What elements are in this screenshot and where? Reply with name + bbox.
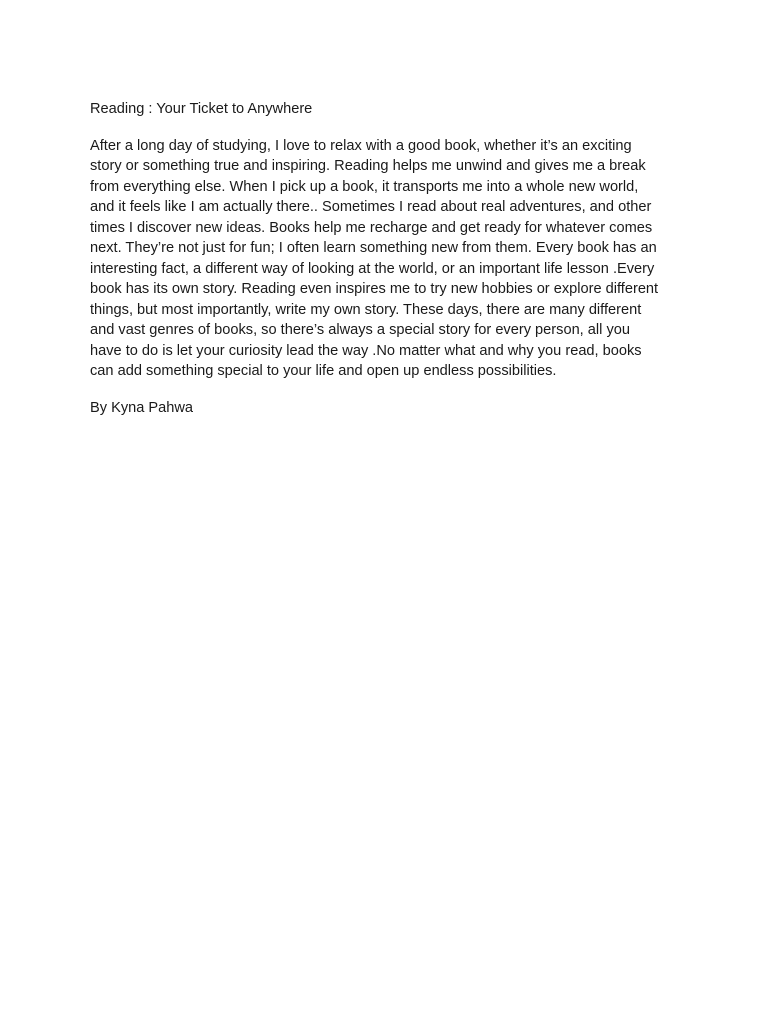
paragraph-line: interesting fact, a different way of looking at the world, or an important life lesson .Every xyxy=(90,260,655,277)
paragraph-line: book has its own story. Reading even inspires me to try new hobbies or explore different xyxy=(90,281,659,297)
paragraph-line: next. They’re not just for fun; I often learn something new from them. Every book has an xyxy=(90,240,657,256)
body-paragraph xyxy=(90,136,710,382)
paragraph-line: can add something special to your life and open up endless possibilities. xyxy=(90,363,557,379)
paragraph-line: from everything else. When I pick up a book, it transports me into a whole new world, xyxy=(90,178,639,195)
paragraph-line: and vast genres of books, so there’s always a special story for every person, all you xyxy=(90,322,630,338)
paragraph-line: story or something true and inspiring. Reading helps me unwind and gives me a break xyxy=(90,158,646,174)
paragraph-line: things, but most importantly, write my own story. These days, there are many different xyxy=(90,301,642,318)
paragraph-line: have to do is let your curiosity lead the way .No matter what and why you read, books xyxy=(90,342,642,359)
document-content xyxy=(90,99,710,418)
paragraph-line: times I discover new ideas. Books help me recharge and get ready for whatever comes xyxy=(90,219,653,236)
document-title: Reading : Your Ticket to Anywhere xyxy=(90,101,313,117)
paragraph-line: and it feels like I am actually there.. Sometimes I read about real adventures, and other xyxy=(90,199,652,215)
paragraph-line: After a long day of studying, I love to relax with a good book, whether it’s an exciting xyxy=(90,137,632,154)
author-byline: By Kyna Pahwa xyxy=(90,399,194,416)
